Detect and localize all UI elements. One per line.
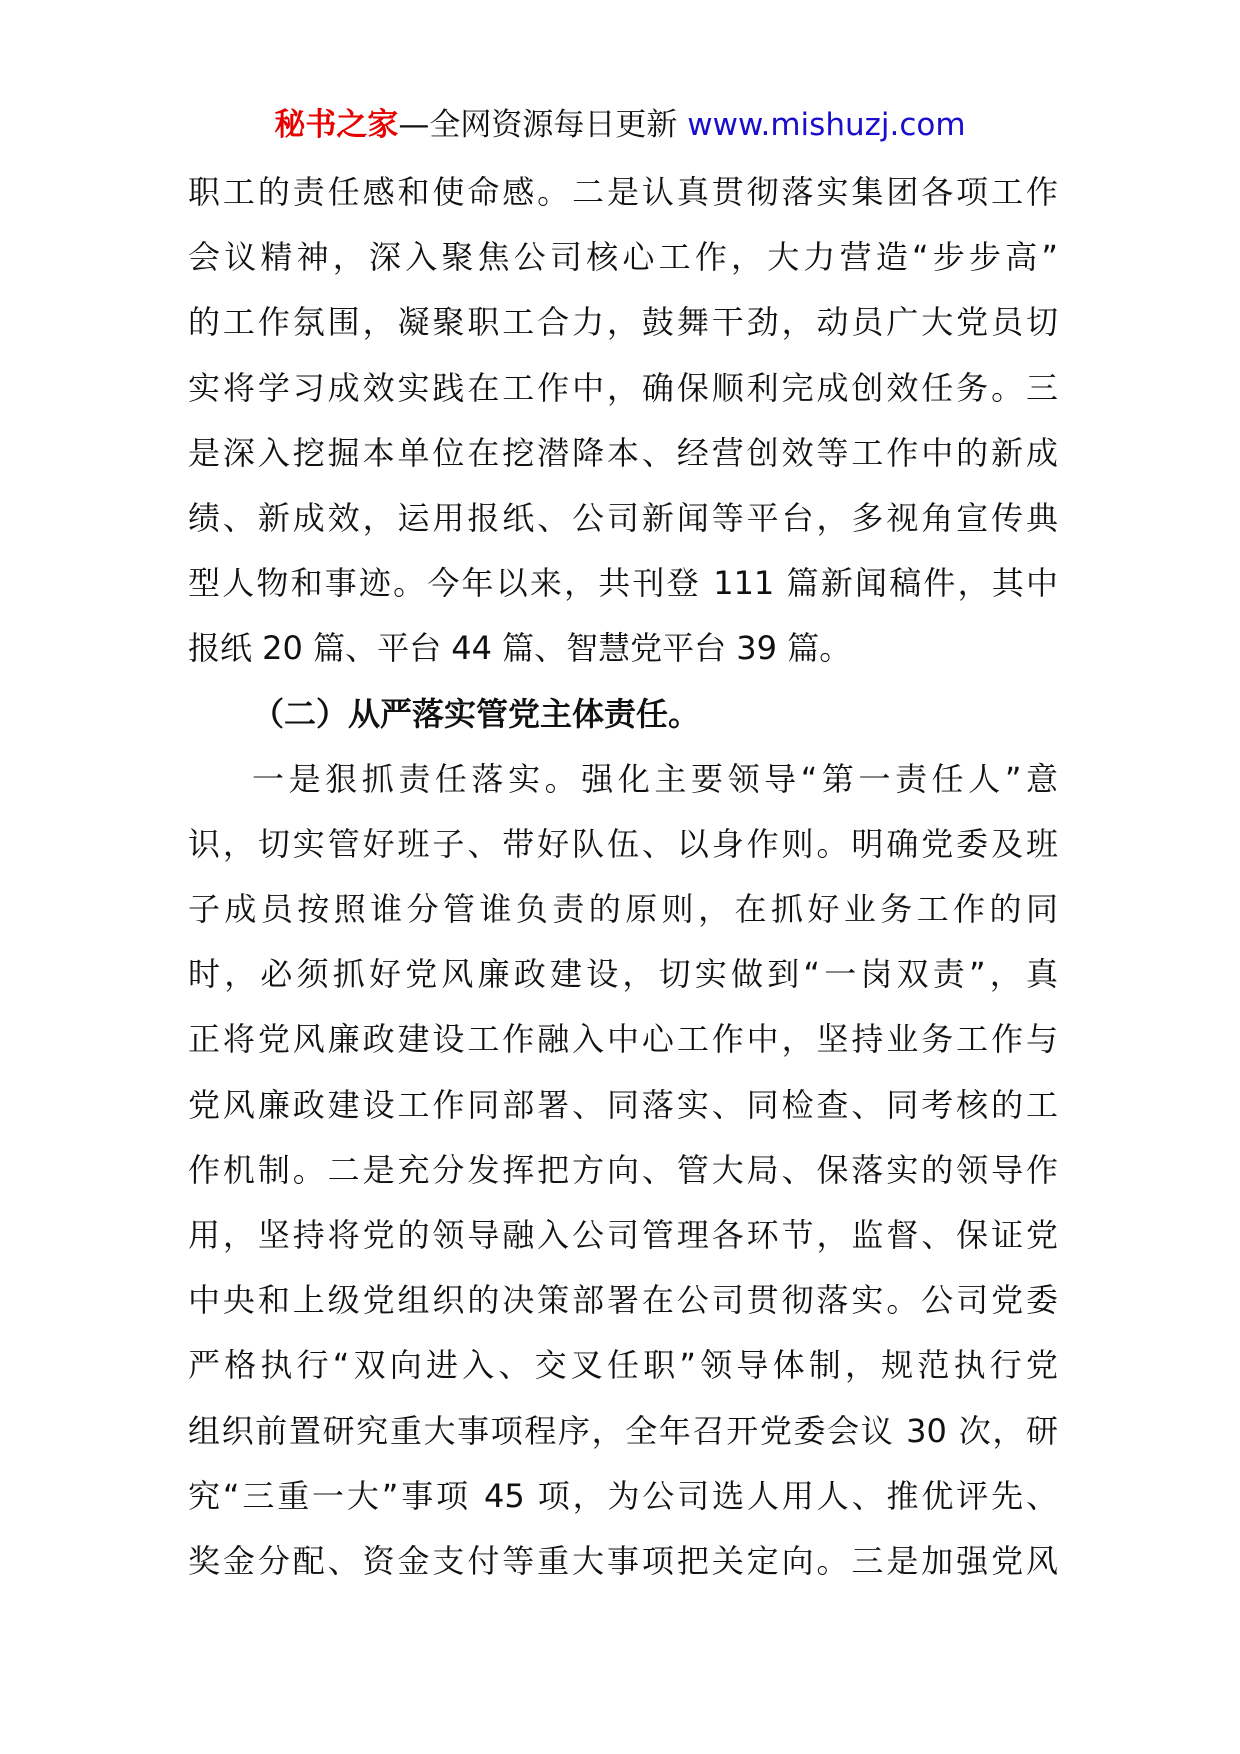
text-line: 会议精神，深入聚焦公司核心工作，大力营造“步步高” [188,238,1058,277]
text-line: 正将党风廉政建设工作融入中心工作中，坚持业务工作与 [188,1020,1058,1059]
paragraph-2 [188,747,1058,1594]
site-header [0,98,1240,152]
text-line: 时，必须抓好党风廉政建设，切实做到“一岗双责”，真 [188,955,1058,994]
text-line: 报纸 20 篇、平台 44 篇、智慧党平台 39 篇。 [188,629,852,668]
text-line: 党风廉政建设工作同部署、同落实、同检查、同考核的工 [188,1085,1058,1124]
text-line: 组织前置研究重大事项程序，全年召开党委会议 30 次，研 [188,1411,1058,1450]
text-line: 职工的责任感和使命感。二是认真贯彻落实集团各项工作 [188,173,1058,211]
text-line: 用，坚持将党的领导融入公司管理各环节，监督、保证党 [188,1216,1058,1254]
header-url-link[interactable]: www.mishuzj.com [687,107,966,143]
text-line: 中央和上级党组织的决策部署在公司贯彻落实。公司党委 [188,1281,1058,1320]
text-line: 的工作氛围，凝聚职工合力，鼓舞干劲，动员广大党员切 [188,303,1058,342]
text-line: 究“三重一大”事项 45 项，为公司选人用人、推优评先、 [188,1476,1058,1515]
text-line: 型人物和事迹。今年以来，共刊登 111 篇新闻稿件，其中 [188,564,1058,603]
text-line: 作机制。二是充分发挥把方向、管大局、保落实的领导作 [188,1150,1058,1189]
section-heading: （二）从严落实管党主体责任。 [252,694,701,733]
header-brand: 秘书之家 [274,107,399,143]
text-line: 实将学习成效实践在工作中，确保顺利完成创效任务。三 [188,368,1058,407]
text-line: 子成员按照谁分管谁负责的原则，在抓好业务工作的同 [188,890,1058,929]
document-body [188,160,1058,1594]
paragraph-1 [188,160,1058,682]
text-line: 严格执行“双向进入、交叉任职”领导体制，规范执行党 [188,1346,1058,1385]
text-line: 是深入挖掘本单位在挖潜降本、经营创效等工作中的新成 [188,433,1058,472]
text-line: 一是狠抓责任落实。强化主要领导“第一责任人”意 [252,759,1058,798]
text-line: 识，切实管好班子、带好队伍、以身作则。明确党委及班 [188,824,1058,863]
text-line: 奖金分配、资金支付等重大事项把关定向。三是加强党风 [188,1541,1058,1580]
text-line: 绩、新成效，运用报纸、公司新闻等平台，多视角宣传典 [188,498,1058,537]
header-slogan: —全网资源每日更新 [398,107,678,143]
